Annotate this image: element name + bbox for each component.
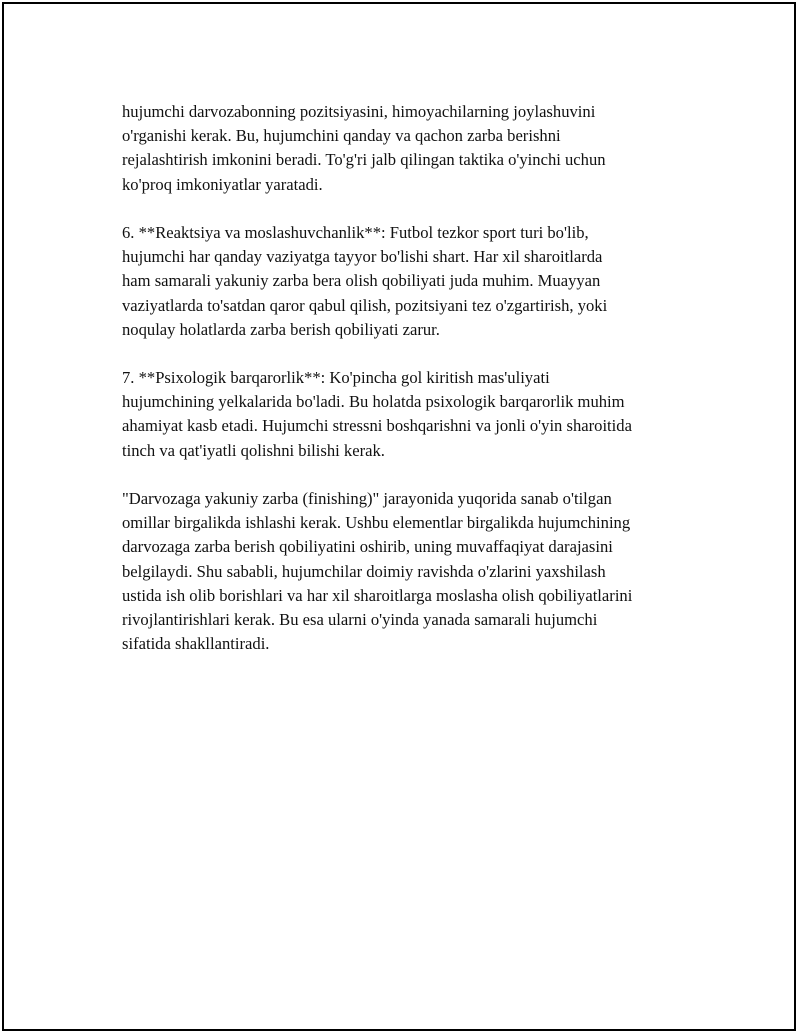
paragraph-1	[122, 100, 702, 197]
paragraph-7-psychological-stability	[122, 366, 702, 463]
text-line: hujumchi darvozabonning pozitsiyasini, himoyachilarning joylashuvini	[122, 102, 596, 121]
text-line: darvozaga zarba berish qobiliyatini oshirib, uning muvaffaqiyat darajasini	[122, 537, 613, 557]
text-line: ko'proq imkoniyatlar yaratadi.	[122, 174, 323, 194]
text-line: 6. **Reaktsiya va moslashuvchanlik**: Futbol tezkor sport turi bo'lib,	[122, 222, 589, 242]
text-line: rejalashtirish imkonini beradi. To'g'ri jalb qilingan taktika o'yinchi uchun	[122, 150, 606, 170]
text-line: hujumchining yelkalarida bo'ladi. Bu holatda psixologik barqarorlik muhim	[122, 392, 625, 412]
document-body	[122, 100, 702, 681]
text-line: vaziyatlarda to'satdan qaror qabul qilish, pozitsiyani tez o'zgartirish, yoki	[122, 295, 608, 315]
text-line: tinch va qat'iyatli qolishni bilishi kerak.	[122, 440, 385, 460]
text-line: ustida ish olib borishlari va har xil sharoitlarga moslasha olish qobiliyatlarini	[122, 585, 633, 605]
text-line: ahamiyat kasb etadi. Hujumchi stressni boshqarishni va jonli o'yin sharoitida	[122, 416, 632, 436]
text-line: sifatida shakllantiradi.	[122, 634, 270, 654]
paragraph-6-reaction-adaptability	[122, 221, 702, 342]
text-line: rivojlantirishlari kerak. Bu esa ularni o'yinda yanada samarali hujumchi	[122, 609, 598, 629]
text-line: omillar birgalikda ishlashi kerak. Ushbu elementlar birgalikda hujumchining	[122, 513, 631, 533]
text-line: o'rganishi kerak. Bu, hujumchini qanday va qachon zarba berishni	[122, 126, 561, 146]
page-frame	[2, 2, 796, 1031]
text-line: noqulay holatlarda zarba berish qobiliyati zarur.	[122, 319, 440, 339]
text-line: "Darvozaga yakuniy zarba (finishing)" jarayonida yuqorida sanab o'tilgan	[122, 489, 612, 508]
paragraph-conclusion	[122, 487, 702, 656]
text-line: belgilaydi. Shu sababli, hujumchilar doimiy ravishda o'zlarini yaxshilash	[122, 561, 606, 581]
text-line: ham samarali yakuniy zarba bera olish qobiliyati juda muhim. Muayyan	[122, 271, 601, 291]
text-line: hujumchi har qanday vaziyatga tayyor bo'lishi shart. Har xil sharoitlarda	[122, 247, 603, 267]
text-line: 7. **Psixologik barqarorlik**: Ko'pincha gol kiritish mas'uliyati	[122, 368, 550, 388]
